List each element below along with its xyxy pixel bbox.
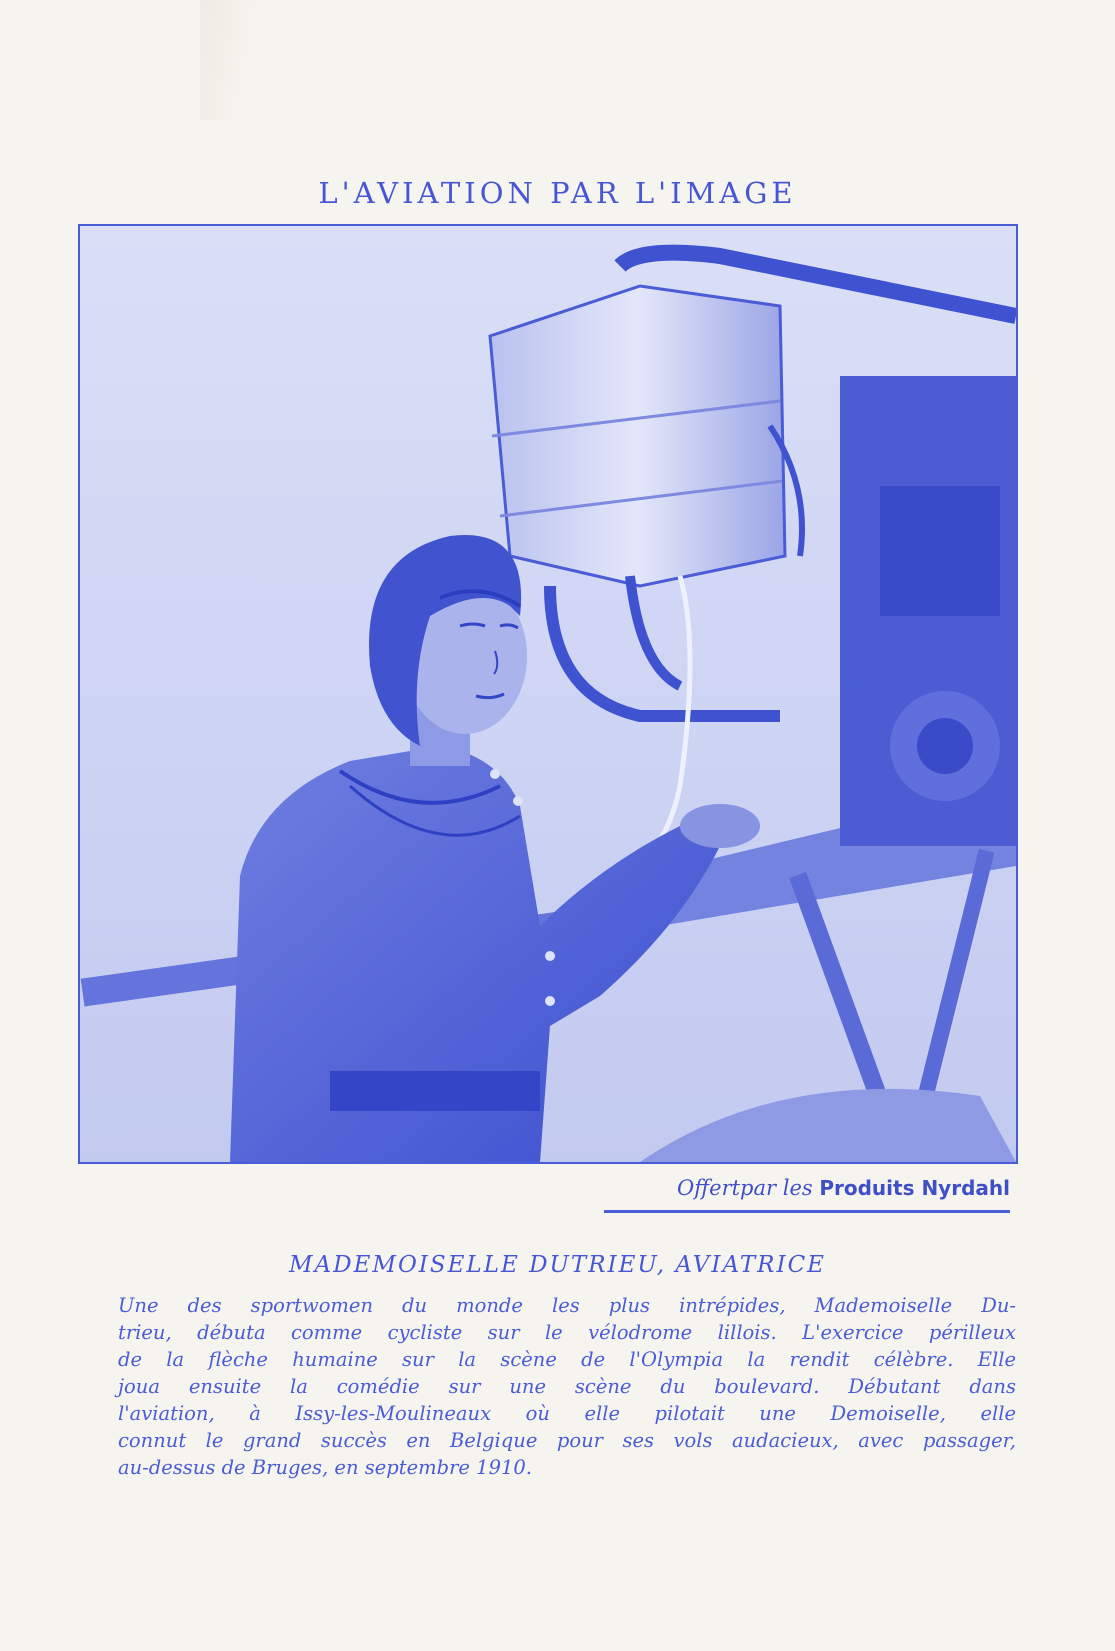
body-line: au-dessus de Bruges, en septembre 1910. (118, 1456, 532, 1479)
body-line: de la flèche humaine sur la scène de l'Olympia la rendit célèbre. Elle (118, 1348, 1016, 1371)
photo (78, 224, 1018, 1164)
section-heading: MADEMOISELLE DUTRIEU, AVIATRICE (289, 1252, 826, 1278)
body-line: connut le grand succès en Belgique pour ses vols audacieux, avec passager, (118, 1429, 1016, 1452)
credit-brand: Produits Nyrdahl (819, 1176, 1010, 1200)
paper-tear (200, 0, 280, 120)
card-title: L'AVIATION PAR L'IMAGE (318, 176, 797, 210)
photo-illustration (80, 226, 1016, 1162)
body-paragraph (118, 1292, 1016, 1481)
body-line: l'aviation, à Issy-les-Moulineaux où elle pilotait une Demoiselle, elle (118, 1402, 1016, 1425)
body-line: trieu, débuta comme cycliste sur le vélodrome lillois. L'exercice périlleux (118, 1321, 1016, 1344)
body-line: joua ensuite la comédie sur une scène du boulevard. Débutant dans (118, 1375, 1016, 1398)
credit-prefix: Offertpar les (677, 1176, 813, 1200)
sponsor-credit (604, 1176, 1010, 1213)
body-line: Une des sportwomen du monde les plus intrépides, Mademoiselle Du- (118, 1294, 1016, 1317)
